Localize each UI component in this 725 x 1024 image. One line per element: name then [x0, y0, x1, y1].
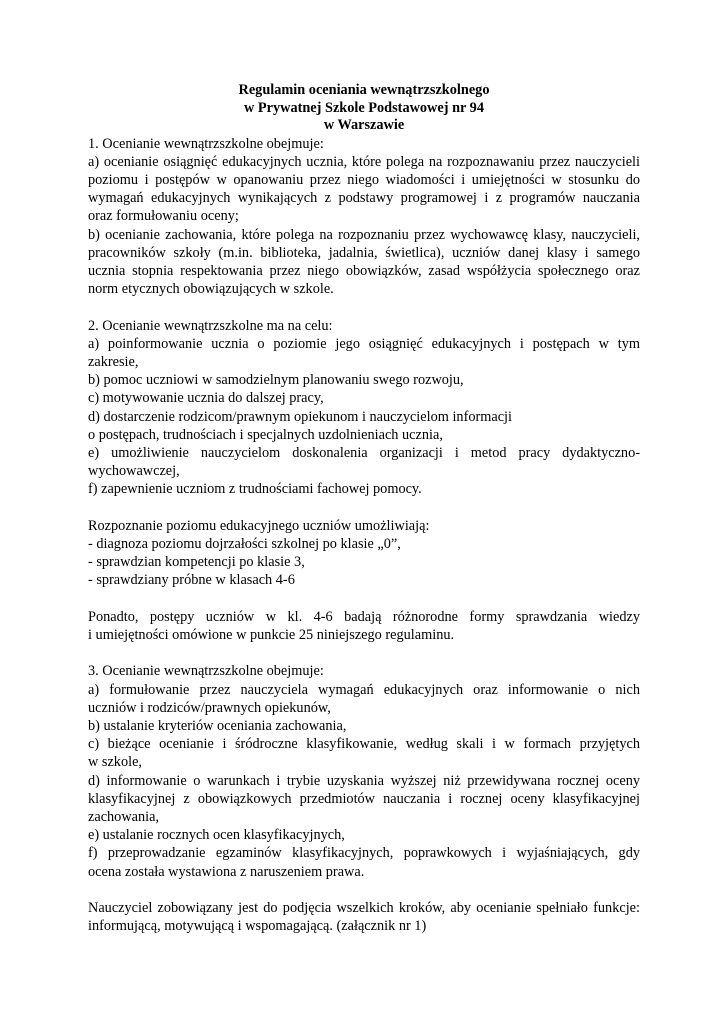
- title-line-2: w Prywatnej Szkole Podstawowej nr 94: [244, 99, 484, 116]
- moreover-line-2: i umiejętności omówione w punkcie 25 niniejszego regulaminu.: [88, 626, 455, 643]
- closing-line-1: Nauczyciel zobowiązany jest do podjęcia wszelkich kroków, aby ocenianie spełniało funkcje:: [88, 899, 640, 916]
- paragraph-gap: [88, 298, 640, 316]
- section-3-heading: 3. Ocenianie wewnątrzszkolne obejmuje:: [88, 663, 324, 680]
- title-line-3: w Warszawie: [323, 117, 405, 133]
- section-1-b-line-1: b) ocenianie zachowania, które polega na rozpoznaniu przez wychowawcę klasy, nauczycieli,: [88, 226, 640, 243]
- section-3: [88, 662, 640, 880]
- section-3-d-line-2: klasyfikacyjnej z obowiązkowych przedmiotów nauczania i rocznej oceny klasyfikacyjnej: [88, 790, 640, 807]
- section-1-a-line-4: oraz formułowaniu oceny;: [88, 208, 239, 225]
- section-2-c: c) motywowanie ucznia do dalszej pracy,: [88, 390, 324, 407]
- section-2-heading: 2. Ocenianie wewnątrzszkolne ma na celu:: [88, 317, 333, 334]
- document-title: [88, 82, 640, 135]
- section-3-b: b) ustalanie kryteriów oceniania zachowania,: [88, 717, 347, 734]
- section-1-b-line-2: pracowników szkoły (m.in. biblioteka, jadalnia, świetlica), uczniów danej klasy i samego: [88, 244, 640, 261]
- section-3-a-line-2: uczniów i rodziców/prawnych opiekunów,: [88, 699, 331, 716]
- section-3-e: e) ustalanie rocznych ocen klasyfikacyjnych,: [88, 827, 345, 844]
- recognition-item-2: - sprawdzian kompetencji po klasie 3,: [88, 554, 305, 571]
- section-2-d-line-1: d) dostarczenie rodzicom/prawnym opiekunom i nauczycielom informacji: [88, 408, 512, 425]
- section-2-f: f) zapewnienie uczniom z trudnościami fachowej pomocy.: [88, 481, 422, 498]
- section-2-a-line-2: zakresie,: [88, 353, 139, 370]
- recognition-section: [88, 517, 640, 590]
- section-3-c-line-1: c) bieżące ocenianie i śródroczne klasyfikowanie, według skali i w formach przyjętych: [88, 736, 640, 753]
- recognition-item-1: - diagnoza poziomu dojrzałości szkolnej po klasie „0”,: [88, 535, 401, 552]
- section-3-f-line-1: f) przeprowadzanie egzaminów klasyfikacyjnych, poprawkowych i wyjaśniających, gdy: [88, 845, 640, 862]
- section-1-a-line-3: wymagań edukacyjnych wynikających z podstawy programowej i z programów nauczania: [88, 190, 640, 207]
- section-2-d-line-2: o postępach, trudnościach i specjalnych uzdolnieniach ucznia,: [88, 426, 443, 443]
- paragraph-gap: [88, 590, 640, 608]
- document-page: [88, 82, 640, 935]
- section-2-e-line-2: wychowawczej,: [88, 463, 180, 480]
- closing-paragraph: [88, 899, 640, 935]
- section-1-a-line-2: poziomu i postępów w opanowaniu przez niego wiadomości i umiejętności w stosunku do: [88, 171, 640, 188]
- closing-line-2: informującą, motywującą i wspomagającą. (załącznik nr 1): [88, 918, 427, 935]
- section-2-b: b) pomoc uczniowi w samodzielnym planowaniu swego rozwoju,: [88, 372, 464, 389]
- section-1-a-line-1: a) ocenianie osiągnięć edukacyjnych ucznia, które polega na rozpoznawaniu przez nauczycieli: [88, 153, 640, 170]
- paragraph-gap: [88, 644, 640, 662]
- section-1-b-line-4: norm etycznych obowiązujących w szkole.: [88, 281, 334, 298]
- section-3-d-line-1: d) informowanie o warunkach i trybie uzyskania wyższej niż przewidywana rocznej oceny: [88, 772, 640, 789]
- section-3-f-line-2: ocena została wystawiona z naruszeniem prawa.: [88, 863, 365, 880]
- section-3-a-line-1: a) formułowanie przez nauczyciela wymagań edukacyjnych oraz informowanie o nich: [88, 681, 640, 698]
- moreover-paragraph: [88, 608, 640, 644]
- recognition-heading: Rozpoznanie poziomu edukacyjnego uczniów umożliwiają:: [88, 517, 430, 534]
- moreover-line-1: Ponadto, postępy uczniów w kl. 4-6 badają różnorodne formy sprawdzania wiedzy: [88, 608, 640, 625]
- paragraph-gap: [88, 881, 640, 899]
- paragraph-gap: [88, 499, 640, 517]
- section-1-b-line-3: ucznia stopnia respektowania przez niego obowiązków, zasad współżycia społecznego oraz: [88, 262, 640, 279]
- section-3-d-line-3: zachowania,: [88, 808, 160, 825]
- section-2: [88, 317, 640, 499]
- recognition-item-3: - sprawdziany próbne w klasach 4-6: [88, 572, 295, 589]
- section-2-e-line-1: e) umożliwienie nauczycielom doskonalenia organizacji i metod pracy dydaktyczno-: [88, 444, 640, 461]
- section-2-a-line-1: a) poinformowanie ucznia o poziomie jego osiągnięć edukacyjnych i postępach w tym: [88, 335, 640, 352]
- section-1-heading: 1. Ocenianie wewnątrzszkolne obejmuje:: [88, 135, 324, 152]
- section-3-c-line-2: w szkole,: [88, 754, 142, 771]
- section-1: [88, 135, 640, 299]
- title-line-1: Regulamin oceniania wewnątrzszkolnego: [238, 82, 490, 98]
